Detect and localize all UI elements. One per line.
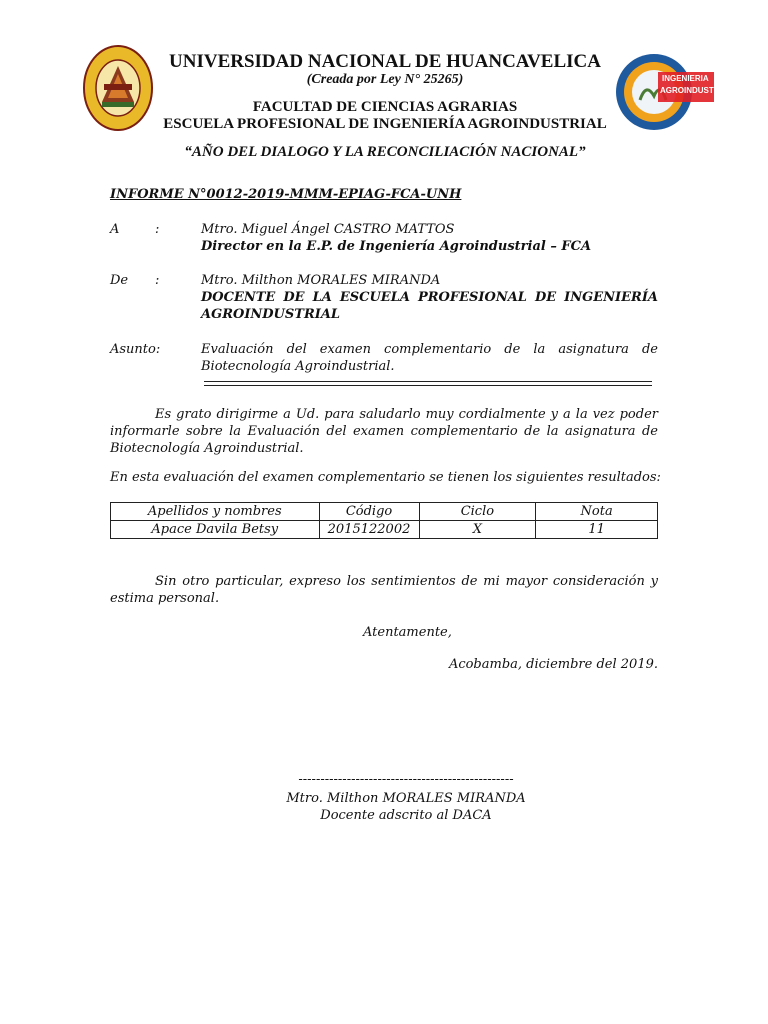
closing-line2: estima personal. — [110, 591, 220, 606]
to-name: Mtro. Miguel Ángel CASTRO MATTOS — [201, 222, 455, 237]
column-header-code: Código — [319, 503, 419, 521]
subject-line1: Evaluación del examen complementario de la asignatura de — [201, 342, 658, 357]
paragraph1-line1: Es grato dirigirme a Ud. para saludarlo muy cordialmente y a la vez poder — [155, 407, 658, 422]
faculty-name: FACULTAD DE CIENCIAS AGRARIAS — [252, 99, 518, 115]
subject-line2: Biotecnología Agroindustrial. — [201, 359, 395, 374]
to-colon: : — [155, 222, 160, 237]
results-table — [110, 502, 658, 539]
agroindustrial-engineering-logo — [614, 50, 733, 134]
from-title-line1: DOCENTE DE LA ESCUELA PROFESIONAL DE INGENIERÍA — [201, 290, 658, 305]
university-name: UNIVERSIDAD NACIONAL DE HUANCAVELICA — [169, 51, 601, 72]
cell-grade: 11 — [536, 521, 658, 539]
double-rule — [204, 381, 652, 386]
university-seal-logo — [82, 44, 154, 132]
paragraph1-line3: Biotecnología Agroindustrial. — [110, 441, 304, 456]
report-number: INFORME N°0012-2019-MMM-EPIAG-FCA-UNH — [110, 187, 462, 202]
column-header-cycle: Ciclo — [419, 503, 536, 521]
paragraph2: En esta evaluación del examen complementario se tienen los siguientes resultados: — [110, 470, 661, 485]
from-name: Mtro. Milthon MORALES MIRANDA — [201, 273, 441, 288]
from-title-line2: AGROINDUSTRIAL — [201, 307, 341, 322]
signer-name: Mtro. Milthon MORALES MIRANDA — [286, 791, 526, 806]
column-header-name: Apellidos y nombres — [111, 503, 320, 521]
from-label: De — [110, 273, 129, 288]
cell-cycle: X — [419, 521, 536, 539]
regards: Atentamente, — [363, 625, 452, 640]
year-motto: “AÑO DEL DIALOGO Y LA RECONCILIACIÓN NACIONAL” — [184, 144, 586, 160]
creation-law: (Creada por Ley N° 25265) — [306, 72, 464, 87]
from-colon: : — [155, 273, 160, 288]
column-header-grade: Nota — [536, 503, 658, 521]
cell-student-code: 2015122002 — [319, 521, 419, 539]
to-title: Director en la E.P. de Ingeniería Agroindustrial – FCA — [201, 239, 592, 254]
table-row — [111, 521, 658, 539]
signer-role: Docente adscrito al DACA — [320, 808, 492, 823]
place-date: Acobamba, diciembre del 2019. — [448, 657, 658, 672]
closing-line1: Sin otro particular, expreso los sentimientos de mi mayor consideración y — [155, 574, 658, 589]
subject-label: Asunto: — [110, 342, 161, 357]
right-logo-line1: INGENIERIA — [662, 74, 709, 83]
right-logo-line2: AGROINDUSTRIAL — [660, 86, 733, 95]
paragraph1-line2: informarle sobre la Evaluación del examen complementario de la asignatura de — [110, 424, 658, 439]
school-name: ESCUELA PROFESIONAL DE INGENIERÍA AGROINDUSTRIAL — [163, 116, 607, 132]
cell-student-name: Apace Davila Betsy — [111, 521, 320, 539]
signature-line: ------------------------------------------------- — [298, 772, 514, 787]
to-label: A — [110, 222, 120, 237]
table-header-row — [111, 503, 658, 521]
